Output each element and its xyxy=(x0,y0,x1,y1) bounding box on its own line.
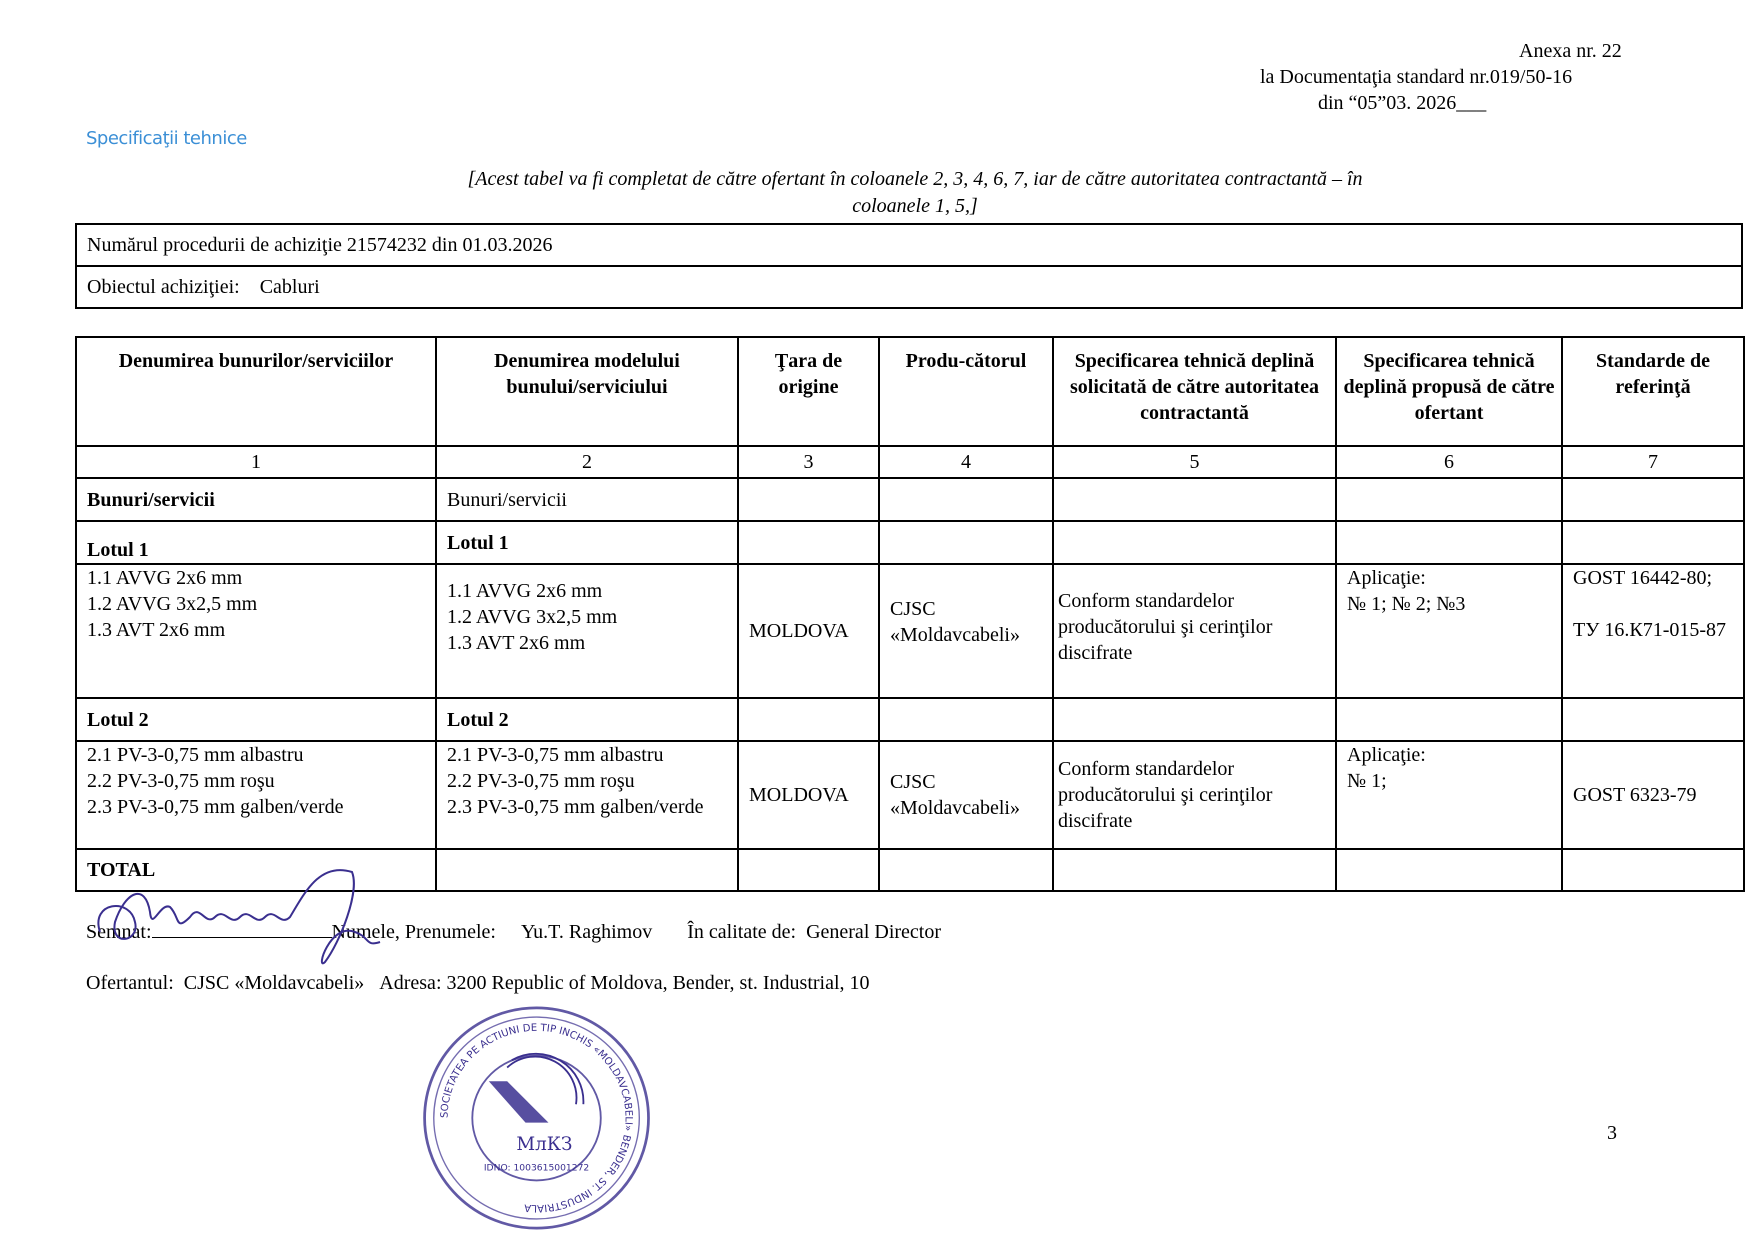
procedure-number: Numărul procedurii de achiziţie 21574232 din 01.03.2026 xyxy=(76,224,1742,266)
col-spec-offered: Specificarea tehnică deplină propusă de către ofertant xyxy=(1336,337,1562,446)
header-row xyxy=(76,337,1744,446)
col-goods-name: Denumirea bunurilor/serviciilor xyxy=(76,337,436,446)
col-number: 1 xyxy=(76,446,436,478)
bidder-label: Ofertantul: xyxy=(86,972,174,994)
lot1-title: Lotul 1 xyxy=(76,521,436,564)
annex-document: la Documentaţia standard nr.019/50-16 xyxy=(1260,66,1573,88)
object-label: Obiectul achiziţiei: xyxy=(87,276,240,298)
lot2-spec-requested: Conform standardelor producătorului şi cerinţilor discifrate xyxy=(1053,741,1336,849)
lot2-model-item: 2.3 PV-3-0,75 mm galben/verde xyxy=(447,796,704,818)
total-label: TOTAL xyxy=(76,849,436,891)
column-number-row xyxy=(76,446,1744,478)
object-value: Cabluri xyxy=(259,276,320,298)
lot1-model-item: 1.3 AVT 2x6 mm xyxy=(447,632,586,654)
lot1-producer: CJSC xyxy=(890,598,936,620)
lot2-spec-offered: Aplicaţie: xyxy=(1347,744,1426,766)
annex-date: din “05”03. 2026___ xyxy=(1318,92,1487,114)
address-value: 3200 Republic of Moldova, Bender, st. Industrial, 10 xyxy=(446,972,870,994)
specifications-table xyxy=(75,336,1745,892)
col-number: 4 xyxy=(879,446,1053,478)
col-number: 6 xyxy=(1336,446,1562,478)
page-number: 3 xyxy=(1607,1122,1617,1144)
company-stamp xyxy=(420,1003,654,1233)
name-value: Yu.T. Raghimov xyxy=(520,921,653,943)
col-standards: Standarde de referinţă xyxy=(1562,337,1744,446)
section-title: Specificaţii tehnice xyxy=(86,128,247,149)
procedure-info-table xyxy=(75,223,1743,309)
bidder-line xyxy=(86,972,870,995)
lot2-model-item: 2.2 PV-3-0,75 mm roşu xyxy=(447,770,635,792)
stamp-idno: IDNO: 1003615001272 xyxy=(483,1162,590,1174)
bidder-value: CJSC «Moldavcabeli» xyxy=(183,972,365,994)
role-value: General Director xyxy=(806,921,941,943)
section-row xyxy=(76,478,1744,521)
lot1-item: 1.3 AVT 2x6 mm xyxy=(87,619,226,641)
lot1-model-title: Lotul 1 xyxy=(436,521,738,564)
col-number: 7 xyxy=(1562,446,1744,478)
col-number: 3 xyxy=(738,446,879,478)
lot1-model-item: 1.2 AVVG 3x2,5 mm xyxy=(447,606,618,628)
col-number: 5 xyxy=(1053,446,1336,478)
lot1-model-item: 1.1 AVVG 2x6 mm xyxy=(447,580,603,602)
handwritten-signature xyxy=(90,862,390,972)
col-country: Ţara de origine xyxy=(738,337,879,446)
lot2-title-row xyxy=(76,698,1744,741)
procurement-object xyxy=(76,266,1742,308)
section-label: Bunuri/servicii xyxy=(76,478,436,521)
lot1-spec-offered-list: № 1; № 2; №3 xyxy=(1347,593,1466,615)
lot1-standard: GOST 16442-80; xyxy=(1573,567,1713,589)
address-label: Adresa: xyxy=(379,972,442,994)
lot2-title: Lotul 2 xyxy=(76,698,436,741)
stamp-logo: МлКЗ xyxy=(516,1134,573,1156)
col-spec-requested: Specificarea tehnică deplină solicitată de către autoritatea contractantă xyxy=(1053,337,1336,446)
col-producer: Produ-cătorul xyxy=(879,337,1053,446)
lot1-item: 1.1 AVVG 2x6 mm xyxy=(87,567,243,589)
lot2-item: 2.3 PV-3-0,75 mm galben/verde xyxy=(87,796,344,818)
lot1-spec-requested: Conform standardelor producătorului şi cerinţilor discifrate xyxy=(1053,564,1336,698)
lot1-producer-name: «Moldavcabeli» xyxy=(890,624,1020,646)
role-label: În calitate de: xyxy=(687,921,797,943)
lot2-producer-name: «Moldavcabeli» xyxy=(890,797,1020,819)
lot2-standard: GOST 6323-79 xyxy=(1562,741,1744,849)
lot2-model-title: Lotul 2 xyxy=(436,698,738,741)
lot2-spec-offered-list: № 1; xyxy=(1347,770,1387,792)
instruction-note-line2: coloanele 1, 5,] xyxy=(852,195,978,217)
annex-number: Anexa nr. 22 xyxy=(1519,40,1622,62)
lot1-spec-offered: Aplicaţie: xyxy=(1347,567,1426,589)
lot2-item: 2.2 PV-3-0,75 mm roşu xyxy=(87,770,275,792)
section-label-model: Bunuri/servicii xyxy=(436,478,738,521)
lot2-producer: CJSC xyxy=(890,771,936,793)
col-number: 2 xyxy=(436,446,738,478)
lot1-item: 1.2 AVVG 3x2,5 mm xyxy=(87,593,258,615)
lot2-model-item: 2.1 PV-3-0,75 mm albastru xyxy=(447,744,664,766)
lot1-standard: ТУ 16.К71-015-87 xyxy=(1573,619,1727,641)
lot1-data-row xyxy=(76,564,1744,698)
lot1-country: MOLDOVA xyxy=(738,564,879,698)
signed-label: Semnat: xyxy=(86,921,152,943)
stamp-outer-text: SOCIETATEA PE ACTIUNI DE TIP INCHIS «MOLDAVCABELI» BENDER, ST. INDUSTRIALA xyxy=(439,1022,634,1214)
lot2-item: 2.1 PV-3-0,75 mm albastru xyxy=(87,744,304,766)
name-label: Numele, Prenumele: xyxy=(331,921,496,943)
lot2-country: MOLDOVA xyxy=(738,741,879,849)
lot2-data-row xyxy=(76,741,1744,849)
instruction-note-line1: [Acest tabel va fi completat de către ofertant în coloanele 2, 3, 4, 6, 7, iar de către autoritatea contractantă – în xyxy=(467,168,1363,190)
col-model-name: Denumirea modelului bunului/serviciului xyxy=(436,337,738,446)
lot1-title-row xyxy=(76,521,1744,564)
